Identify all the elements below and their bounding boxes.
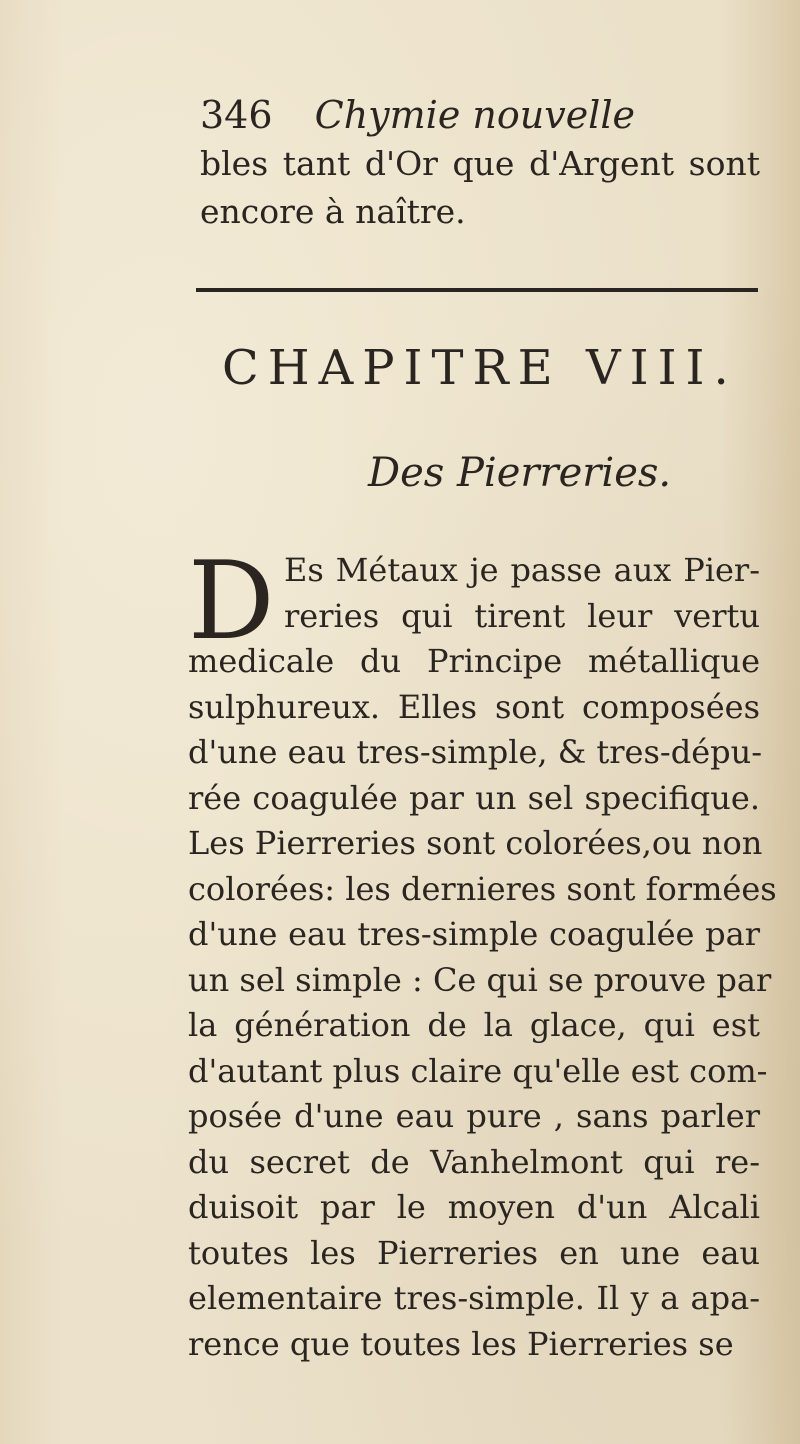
continuation-line: bles tant d'Or que d'Argent sont <box>200 144 760 183</box>
body-line: rence que toutes les Pierreries se <box>188 1324 734 1363</box>
body-line: sulphureux. Elles sont composées <box>188 687 760 726</box>
body-line: du secret de Vanhelmont qui re- <box>188 1142 760 1181</box>
body-line: colorées: les dernieres sont formées <box>188 869 777 908</box>
body-line: d'une eau tres-simple coagulée par <box>188 915 760 953</box>
body-line: elementaire tres-simple. Il y a apa- <box>188 1279 760 1317</box>
body-line: toutes les Pierreries en une eau <box>188 1233 760 1272</box>
drop-cap: D <box>188 539 275 664</box>
body-line: medicale du Principe métallique <box>188 642 760 680</box>
body-line: Es Métaux je passe aux Pier- <box>284 551 760 589</box>
body-line: posée d'une eau pure , sans parler <box>188 1097 760 1135</box>
page-header <box>200 92 635 138</box>
page-number: 346 <box>200 93 273 137</box>
running-title: Chymie nouvelle <box>314 93 635 137</box>
chapter-heading: CHAPITRE VIII. <box>222 340 738 396</box>
body-line: d'une eau tres-simple, & tres-dépu- <box>188 733 763 771</box>
body-line: la génération de la glace, qui est <box>188 1006 760 1044</box>
body-line: Les Pierreries sont colorées,ou non <box>188 824 763 862</box>
body-text <box>188 539 777 1367</box>
section-divider <box>196 288 758 292</box>
body-line: duisoit par le moyen d'un Alcali <box>188 1188 760 1226</box>
continuation-text <box>200 140 760 236</box>
continuation-line: encore à naître. <box>200 192 466 231</box>
section-title: Des Pierreries. <box>368 450 672 496</box>
body-line: rée coagulée par un sel specifique. <box>188 778 760 817</box>
body-line: un sel simple : Ce qui se prouve par <box>188 960 772 999</box>
body-line: reries qui tirent leur vertu <box>284 596 760 635</box>
body-line: d'autant plus claire qu'elle est com- <box>188 1051 768 1090</box>
